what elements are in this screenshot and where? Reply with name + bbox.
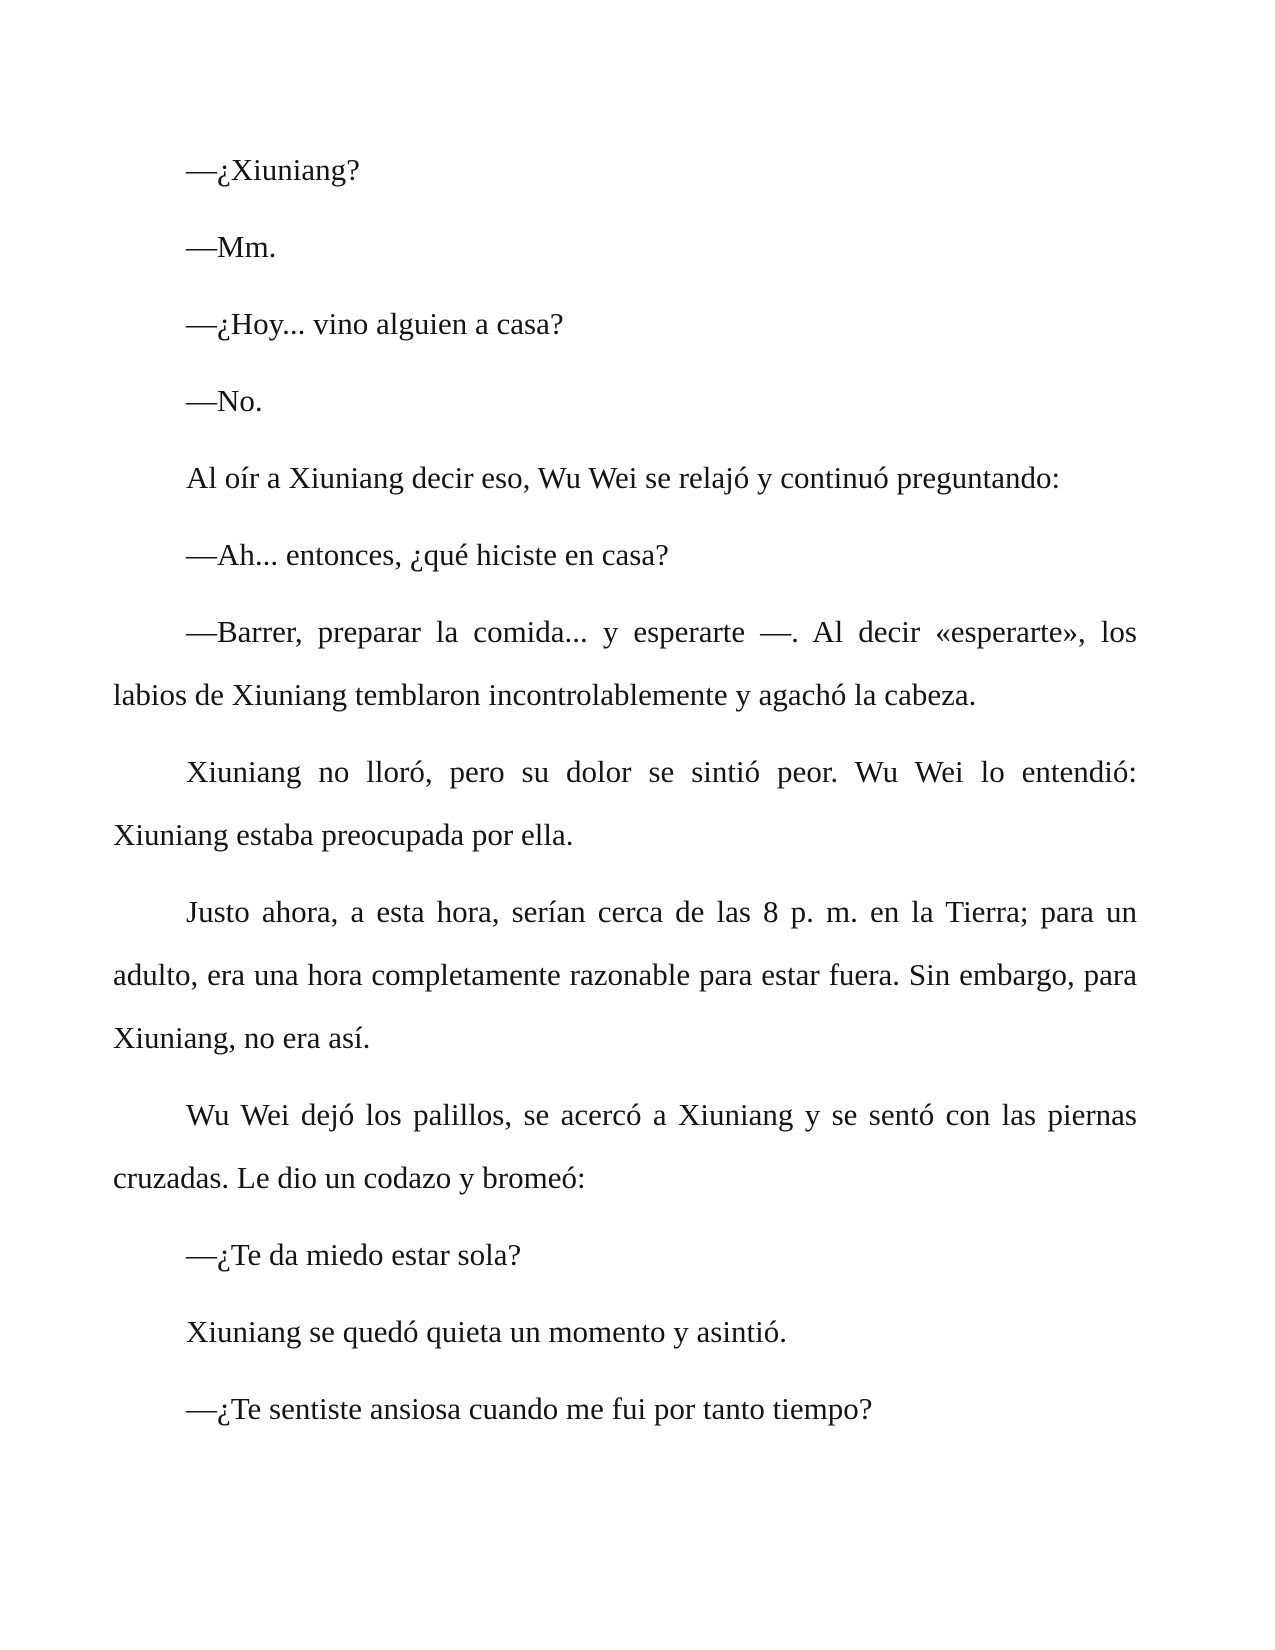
paragraph: Wu Wei dejó los palillos, se acercó a Xiuniang y se sentó con las piernas cruzadas. Le dio un codazo y bromeó: xyxy=(113,1097,1137,1195)
paragraph: Justo ahora, a esta hora, serían cerca de las 8 p. m. en la Tierra; para un adulto, era una hora completamente razonable para estar fuera. Sin embargo, para Xiuniang, no era así. xyxy=(113,894,1137,1055)
paragraph: —No. xyxy=(186,383,263,418)
paragraph: —¿Te da miedo estar sola? xyxy=(186,1237,522,1272)
paragraph: Xiuniang se quedó quieta un momento y asintió. xyxy=(186,1314,787,1349)
paragraph: —¿Xiuniang? xyxy=(186,152,360,187)
body-text xyxy=(113,138,1137,1454)
paragraph: —Ah... entonces, ¿qué hiciste en casa? xyxy=(186,537,669,572)
paragraph: —Mm. xyxy=(186,229,277,264)
paragraph: —¿Te sentiste ansiosa cuando me fui por tanto tiempo? xyxy=(186,1391,873,1426)
paragraph: Al oír a Xiuniang decir eso, Wu Wei se relajó y continuó preguntando: xyxy=(186,460,1061,495)
paragraph: —¿Hoy... vino alguien a casa? xyxy=(186,306,564,341)
paragraph: Xiuniang no lloró, pero su dolor se sintió peor. Wu Wei lo entendió: Xiuniang estaba preocupada por ella. xyxy=(113,754,1137,852)
paragraph: —Barrer, preparar la comida... y esperarte —. Al decir «esperarte», los labios de Xiuniang temblaron incontrolablemente y agachó la cabeza. xyxy=(113,614,1137,712)
